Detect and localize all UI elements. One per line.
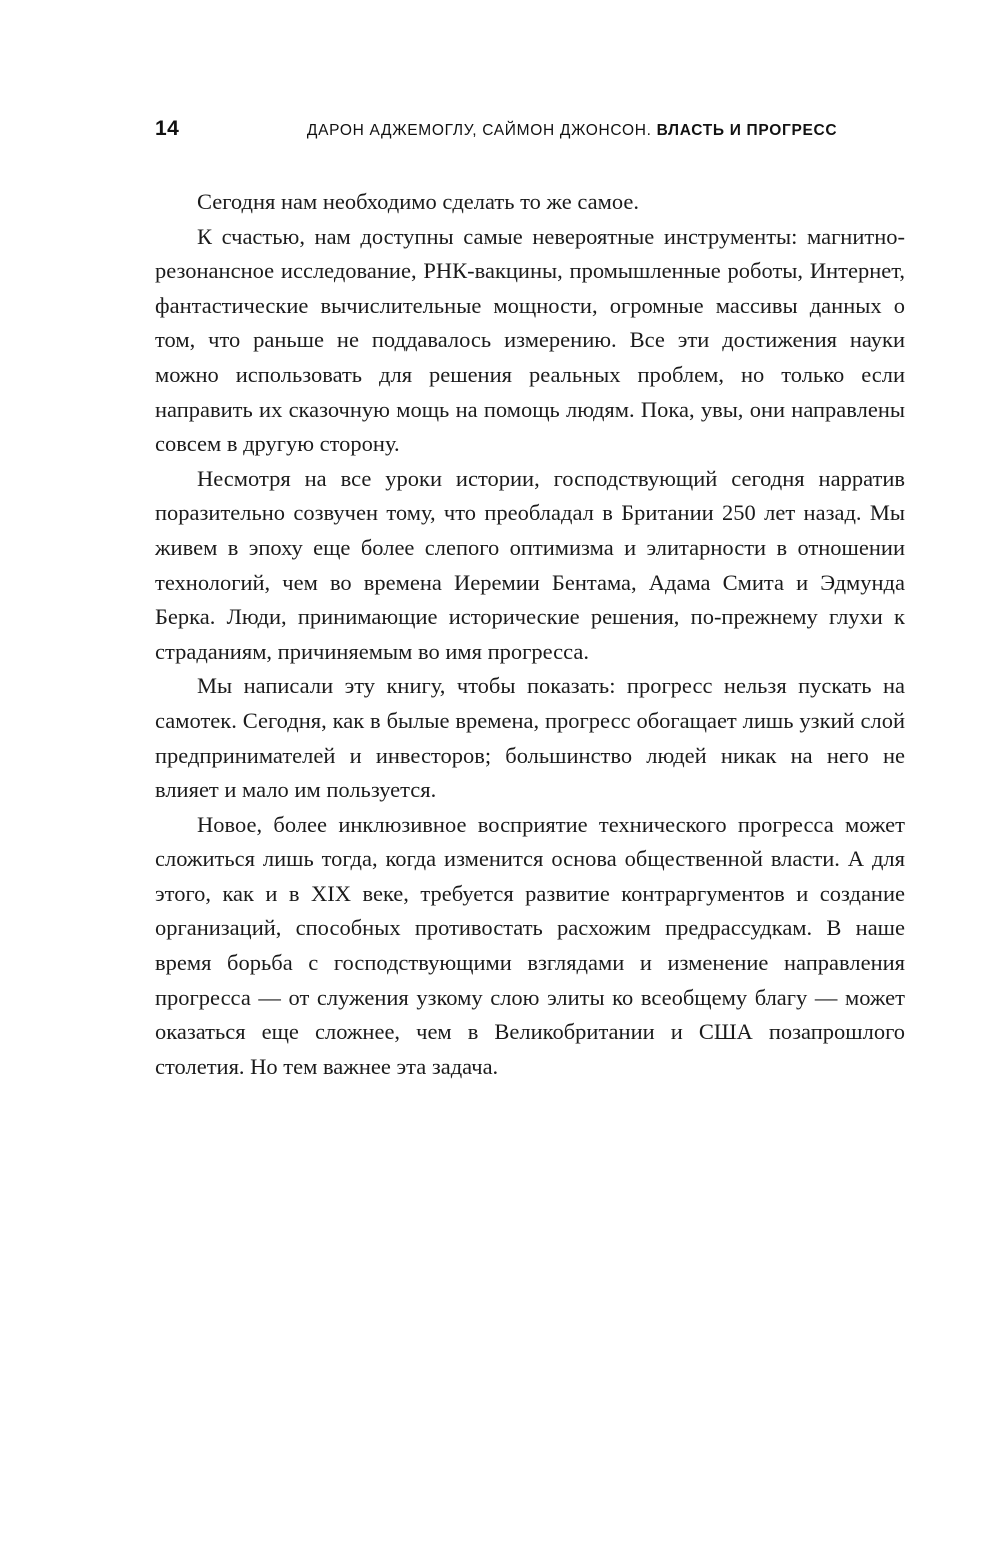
page-body xyxy=(155,185,905,1084)
running-title-authors: ДАРОН АДЖЕМОГЛУ, САЙМОН ДЖОНСОН. xyxy=(306,122,652,139)
page-number: 14 xyxy=(155,117,180,140)
running-title-book-title: ВЛАСТЬ И ПРОГРЕСС xyxy=(656,122,838,139)
paragraph: Мы написали эту книгу, чтобы показать: прогресс нельзя пускать на самотек. Сегодня, как в былые времена, прогресс обогащает лишь узкий слой предпринимателей и инвесторов; большинство людей никак на него не влияет и мало им пользуется. xyxy=(155,673,905,803)
running-title xyxy=(179,123,905,139)
paragraph: Несмотря на все уроки истории, господствующий сегодня нарратив поразительно созвучен тому, что преобладал в Британии 250 лет назад. Мы живем в эпоху еще более слепого оптимизма и элитарности в отношении технологий, чем во времена Иеремии Бентама, Адама Смита и Эдмунда Берка. Люди, принимающие исторические решения, по-прежнему глухи к страданиям, причиняемым во имя прогресса. xyxy=(155,465,905,664)
paragraph: К счастью, нам доступны самые невероятные инструменты: магнитно-резонансное исследование, РНК-вакцины, промышленные роботы, Интернет, фантастические вычислительные мощности, огромные массивы данных о том, что раньше не поддавалось измерению. Все эти достижения науки можно использовать для решения реальных проблем, но только если направить их сказочную мощь на помощь людям. Пока, увы, они направлены совсем в другую сторону. xyxy=(155,223,905,457)
paragraph: Новое, более инклюзивное восприятие технического прогресса может сложиться лишь тогда, когда изменится основа общественной власти. А для этого, как и в XIX веке, требуется развитие контраргументов и создание организаций, способных противостать расхожим предрассудкам. В наше время борьба с господствующими взглядами и изменение направления прогресса — от служения узкому слою элиты ко всеобщему благу — может оказаться еще сложнее, чем в Великобритании и США позапрошлого столетия. Но тем важнее эта задача. xyxy=(155,811,905,1079)
page-header xyxy=(155,118,905,139)
paragraph: Сегодня нам необходимо сделать то же самое. xyxy=(197,189,640,214)
